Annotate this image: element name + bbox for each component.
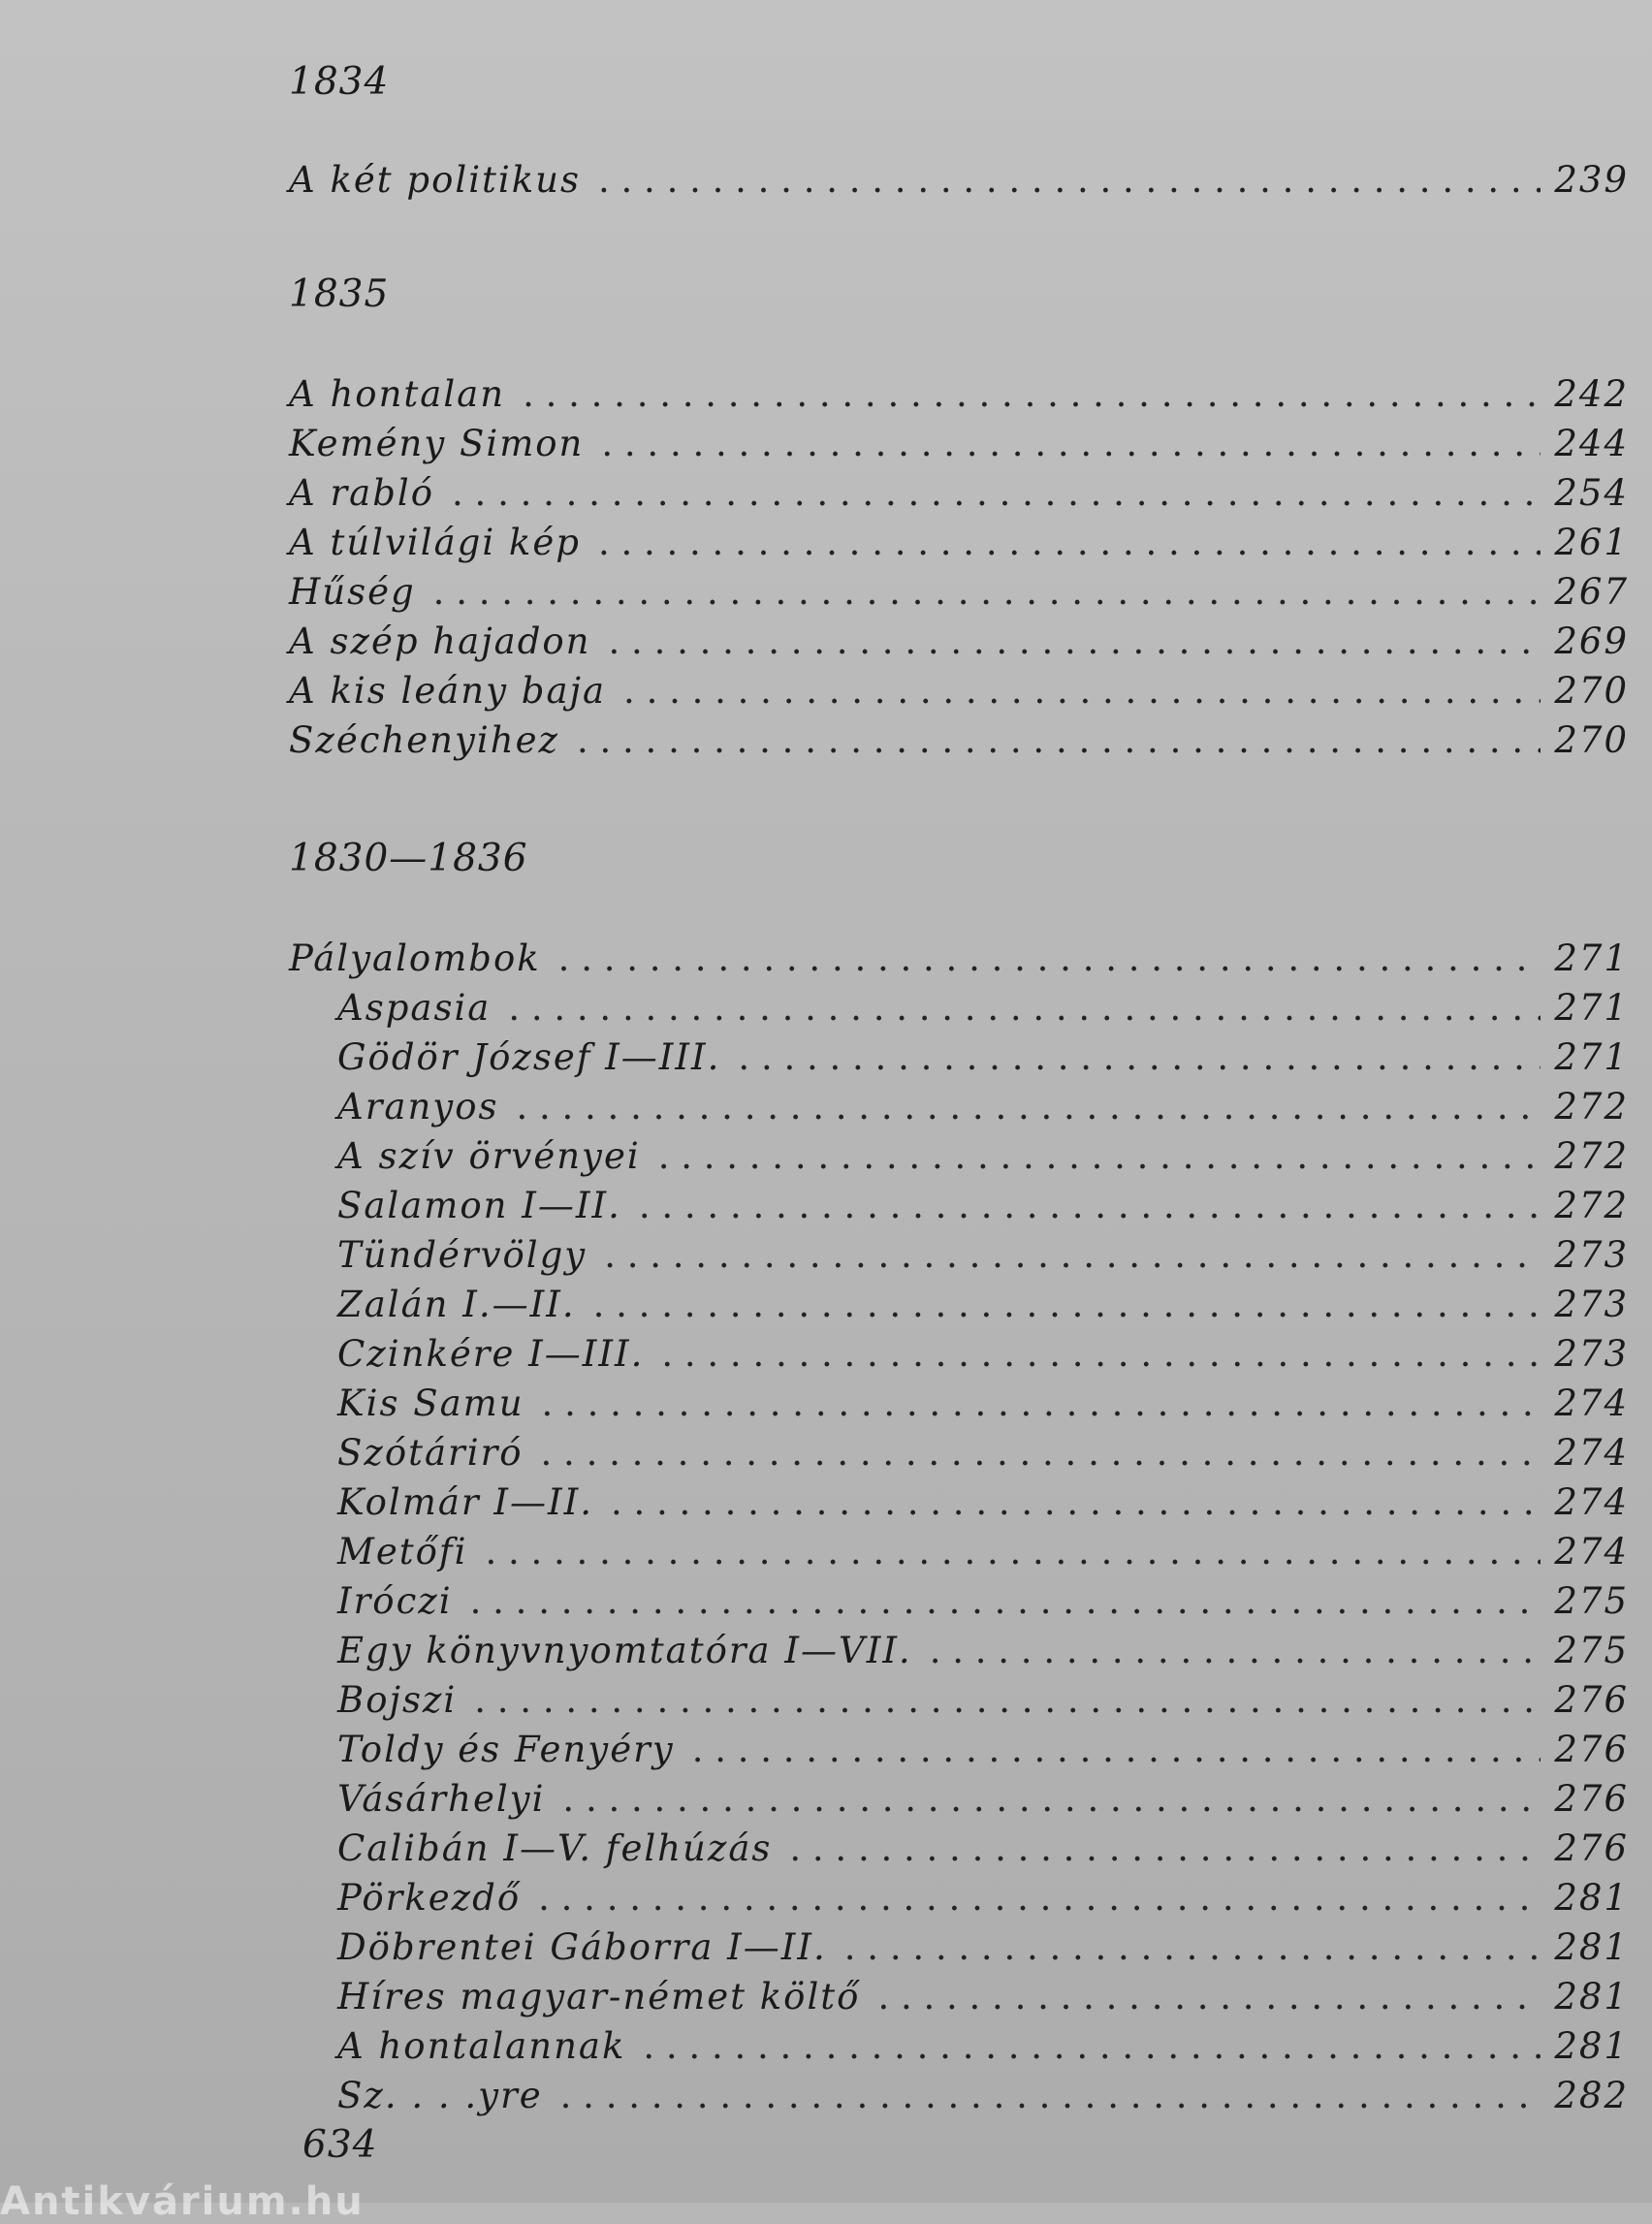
dot-leader [523,369,1541,419]
entry-list [289,934,1629,2120]
toc-entry [289,1033,1629,1082]
entry-title: Zalán I.—II. [337,1284,576,1325]
entry-title: A hontalan [289,373,506,415]
watermark: Antikvárium.hu [0,2179,365,2224]
dot-leader [611,1477,1541,1527]
dot-leader [560,2071,1541,2120]
toc-entry [289,1873,1629,1922]
toc-entry [289,1280,1629,1329]
entry-page-number: 244 [1554,423,1629,464]
entry-page-number: 281 [1554,1926,1629,1968]
toc-entry [289,617,1629,666]
dot-leader [601,419,1541,468]
entry-title: Toldy és Fenyéry [337,1729,675,1770]
entry-title: Sz. . . .yre [337,2075,543,2116]
dot-leader [452,468,1541,518]
entry-title: A túlvilági kép [289,522,581,563]
entry-title: Aranyos [337,1086,499,1128]
entry-title: A hontalannak [337,2025,626,2067]
entry-title: Szótáriró [337,1432,524,1474]
entry-title: Tündérvölgy [337,1234,588,1276]
entry-page-number: 272 [1554,1086,1629,1128]
entry-page-number: 275 [1554,1580,1629,1622]
toc-entry [289,567,1629,617]
dot-leader [433,567,1541,617]
entry-page-number: 276 [1554,1729,1629,1770]
entry-page-number: 239 [1554,159,1629,201]
dot-leader [598,155,1541,205]
entry-page-number: 272 [1554,1135,1629,1177]
entry-title: Metőfi [337,1531,468,1573]
entry-page-number: 276 [1554,1679,1629,1721]
toc-entry [289,1230,1629,1280]
entry-page-number: 275 [1554,1630,1629,1671]
entry-title: Hűség [289,571,416,613]
toc-entry [289,1082,1629,1131]
dot-leader [930,1626,1541,1675]
dot-leader [658,1131,1541,1181]
entry-title: Kis Samu [337,1382,524,1424]
dot-leader [661,1329,1541,1379]
entry-page-number: 273 [1554,1284,1629,1325]
toc-entry [289,1824,1629,1873]
dot-leader [485,1527,1541,1576]
dot-leader [542,1379,1541,1428]
toc-entry [289,2071,1629,2120]
toc-entry [289,983,1629,1033]
entry-title: Bojszi [337,1679,458,1721]
toc-entry [289,1576,1629,1626]
entry-title: Vásárhelyi [337,1778,546,1820]
entry-title: A rabló [289,472,435,514]
entry-title: Iróczi [337,1580,453,1622]
entry-list [289,369,1629,765]
toc-entry [289,1131,1629,1181]
entry-page-number: 281 [1554,1976,1629,2017]
entry-title: A szív örvényei [337,1135,641,1177]
toc-entry [289,1477,1629,1527]
toc-entry [289,934,1629,983]
dot-leader [598,518,1541,567]
entry-title: A szép hajadon [289,620,591,662]
entry-list [289,155,1629,205]
entry-title: Czinkére I—III. [337,1333,645,1375]
toc-entry [289,468,1629,518]
dot-leader [609,617,1541,666]
entry-title: Calibán I—V. felhúzás [337,1827,773,1869]
toc-entry [289,369,1629,419]
toc-entry [289,518,1629,567]
dot-leader [538,1873,1541,1922]
entry-title: A két politikus [289,159,581,201]
entry-page-number: 282 [1554,2075,1629,2116]
entry-page-number: 274 [1554,1432,1629,1474]
dot-leader [562,1774,1541,1824]
entry-page-number: 261 [1554,522,1629,563]
dot-leader [541,1428,1541,1477]
toc-entry [289,1527,1629,1576]
entry-page-number: 274 [1554,1531,1629,1573]
entry-title: Széchenyihez [289,719,559,761]
entry-page-number: 273 [1554,1234,1629,1276]
entry-page-number: 281 [1554,2025,1629,2067]
entry-title: Salamon I—II. [337,1185,621,1226]
entry-page-number: 270 [1554,670,1629,712]
dot-leader [789,1824,1541,1873]
table-of-contents [289,58,1629,2120]
entry-page-number: 274 [1554,1382,1629,1424]
dot-leader [639,1181,1541,1230]
dot-leader [623,666,1541,715]
entry-page-number: 270 [1554,719,1629,761]
entry-page-number: 271 [1554,987,1629,1029]
entry-page-number: 254 [1554,472,1629,514]
section-year: 1834 [289,60,390,104]
entry-page-number: 276 [1554,1827,1629,1869]
dot-leader [593,1280,1541,1329]
entry-page-number: 269 [1554,620,1629,662]
dot-leader [877,1972,1541,2021]
toc-entry [289,419,1629,468]
entry-title: Egy könyvnyomtatóra I—VII. [337,1630,912,1671]
page-number: 634 [302,2123,378,2167]
entry-title: Gödör József I—III. [337,1036,721,1078]
entry-page-number: 271 [1554,1036,1629,1078]
entry-page-number: 272 [1554,1185,1629,1226]
toc-entry [289,2021,1629,2071]
entry-title: Döbrentei Gáborra I—II. [337,1926,827,1968]
entry-page-number: 274 [1554,1481,1629,1523]
dot-leader [692,1725,1541,1774]
entry-title: Kemény Simon [289,423,585,464]
entry-title: Híres magyar-német költő [337,1976,861,2017]
toc-entry [289,155,1629,205]
toc-entry [289,1922,1629,1972]
dot-leader [844,1922,1541,1972]
dot-leader [516,1082,1541,1131]
section-year: 1830—1836 [289,837,528,880]
entry-title: Kolmár I—II. [337,1481,593,1523]
entry-title: Pörkezdő [337,1877,522,1919]
entry-page-number: 273 [1554,1333,1629,1375]
toc-entry [289,1379,1629,1428]
toc-entry [289,1626,1629,1675]
entry-title: Aspasia [337,987,492,1029]
toc-entry [289,1181,1629,1230]
entry-page-number: 267 [1554,571,1629,613]
entry-page-number: 271 [1554,937,1629,979]
dot-leader [508,983,1541,1033]
toc-entry [289,715,1629,765]
entry-page-number: 276 [1554,1778,1629,1820]
toc-entry [289,1774,1629,1824]
toc-entry [289,1675,1629,1725]
dot-leader [558,934,1541,983]
dot-leader [604,1230,1541,1280]
section-year: 1835 [289,272,390,316]
dot-leader [470,1576,1541,1626]
toc-entry [289,1428,1629,1477]
toc-entry [289,1972,1629,2021]
toc-entry [289,666,1629,715]
dot-leader [738,1033,1541,1082]
dot-leader [577,715,1541,765]
entry-title: A kis leány baja [289,670,607,712]
toc-entry [289,1725,1629,1774]
dot-leader [643,2021,1541,2071]
dot-leader [474,1675,1541,1725]
entry-page-number: 281 [1554,1877,1629,1919]
entry-page-number: 242 [1554,373,1629,415]
toc-entry [289,1329,1629,1379]
entry-title: Pályalombok [289,937,541,979]
